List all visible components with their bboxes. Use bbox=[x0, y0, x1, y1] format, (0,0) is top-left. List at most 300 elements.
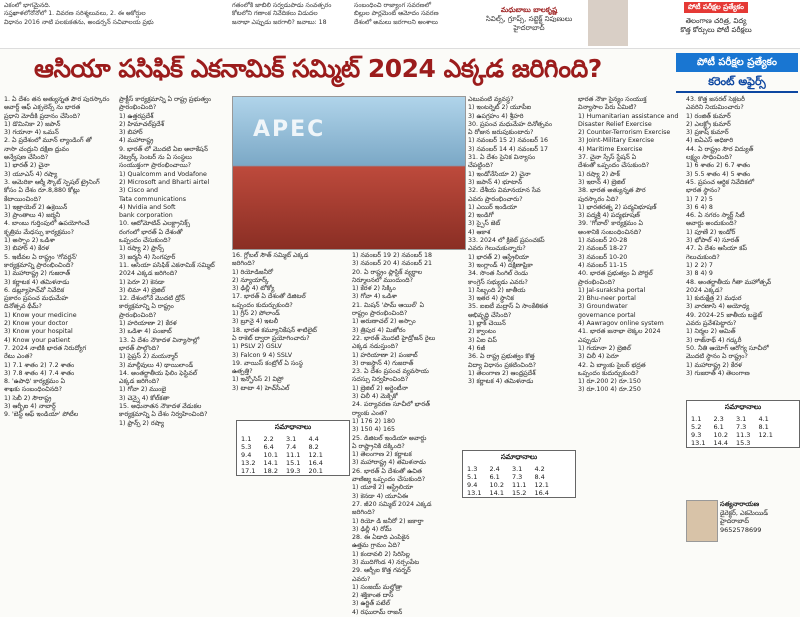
ad-line: తెలంగాణ చరిత్ర, విద్య bbox=[685, 17, 747, 25]
question-line: కార్యక్రమాన్ని ఏ దేశం నిర్వహించింది? bbox=[119, 411, 208, 419]
question-line: 3) ఉర్జిత్ పటేల్ bbox=[352, 600, 390, 608]
top-col-2 bbox=[232, 2, 350, 27]
question-line: ఉత్పత్తి? bbox=[232, 368, 253, 376]
question-line: ఏ రోజున జరుపుకుంటారు? bbox=[468, 129, 534, 137]
author-card bbox=[470, 0, 588, 46]
answer-cell: 10.1 bbox=[263, 451, 278, 459]
question-line: 3) యూఎస్ 4) రష్యా bbox=[4, 170, 58, 178]
answers-row bbox=[463, 489, 553, 497]
answer-cell: 4.2 bbox=[534, 465, 545, 473]
question-line: దేశంతో ఒప్పందం చేసుకుంది? bbox=[578, 162, 650, 170]
question-line: అన్వేషణ చేసింది? bbox=[4, 154, 49, 162]
question-line: 36. ఏ రాష్ట్ర ప్రభుత్వం కొత్త bbox=[468, 353, 535, 361]
question-line: కేటాయించింది? bbox=[4, 195, 42, 203]
answers-title: సమాధానాలు bbox=[274, 423, 312, 431]
answer-cell: 13.1 bbox=[467, 489, 482, 497]
question-line: వాణిజ్య ఒప్పందం చేసుకుంది? bbox=[352, 476, 426, 484]
top-col-1 bbox=[4, 2, 214, 27]
question-line: 4) Maritime Exercise bbox=[578, 145, 643, 153]
question-line: 50. నీతి ఆయోగ్ ఆరోగ్య సూచీలో bbox=[686, 344, 769, 352]
headline: ఆసియా పసిఫిక్ ఎకనామిక్ సమ్మిట్ 2024 ఎక్కడ జరిగింది? bbox=[34, 54, 602, 83]
question-line: 4) Nvidia and Soft bbox=[119, 203, 176, 211]
answers-table bbox=[687, 415, 777, 447]
question-line: 28. ఈ ఏడాది ఎంపికైన bbox=[352, 534, 410, 542]
answers-row bbox=[237, 467, 327, 475]
question-line: 1) ఇన్ఫోసిస్ 2) విప్రో bbox=[232, 376, 284, 384]
answer-cell: 1.1 bbox=[691, 415, 702, 423]
contributor-photo bbox=[686, 500, 718, 542]
question-line: 1) హరియాణా 2) కేరళ bbox=[119, 320, 177, 328]
question-line: 7. 2024 నాటికి భారత నిరుద్యోగ bbox=[4, 344, 87, 352]
question-line: 2024 ఎక్కడ? bbox=[686, 286, 723, 294]
question-line: 1) రష్యా 2) ఫ్రాన్స్ bbox=[119, 245, 164, 253]
question-line: 19. వాయిస్ కంట్రోల్ ఏ సంస్థ bbox=[232, 359, 303, 367]
question-line: 1) తెలంగాణ 2) కర్ణాటక bbox=[352, 451, 412, 459]
answer-cell: 16.4 bbox=[534, 489, 549, 497]
author-title: సివిల్స్, గ్రూప్స్, సబ్జెక్ట్ నిపుణులు bbox=[485, 15, 573, 23]
contributor-place: హైదరాబాద్ bbox=[720, 517, 749, 525]
question-line: 43. కొత్త జనరల్ సెక్రటరీ bbox=[686, 96, 745, 103]
question-line: 3) ముదిగొండ 4) నర్సంపేట bbox=[352, 558, 420, 566]
question-line: 3) Know your hospital bbox=[4, 328, 73, 336]
question-line: 3) కెనడా 4) యూఏఈ bbox=[352, 492, 409, 500]
question-line: ఒప్పందం కుదుర్చుకుంది? bbox=[232, 301, 293, 309]
question-line: భారత నౌకా సైన్యం సంయుక్త bbox=[578, 96, 647, 103]
top-col3-line: బిల్లుల పార్లమెంట్ ఆమోదం సవరణ bbox=[354, 10, 439, 18]
question-line: కోసం ఏ దేశం రూ.8,880 కోట్లు bbox=[4, 187, 80, 195]
question-column-3 bbox=[232, 252, 348, 417]
question-line: భారత స్థానం? bbox=[686, 187, 721, 195]
answer-cell: 6.1 bbox=[489, 473, 500, 481]
answers-row bbox=[237, 459, 327, 467]
question-line: కార్యక్రమాన్ని ప్రారంభించింది? bbox=[4, 261, 74, 269]
photo-banner-text: APEC bbox=[253, 117, 326, 142]
question-line: ఒప్పందం చేసుకుంది? bbox=[119, 237, 171, 245]
question-line: 3) రాజ్‌నాథ్ 4) గడ్కరీ bbox=[686, 336, 742, 344]
question-line: శాఖకు సంబంధించినది? bbox=[4, 386, 62, 394]
question-line: 1) హరియాణా 2) పంజాబ్ bbox=[352, 351, 418, 359]
question-line: 1) ఇజ్రాయెల్ 2) ఉక్రెయిన్ bbox=[4, 203, 68, 211]
author-name: మధుబాబు బాలకృష్ణ bbox=[500, 6, 558, 14]
question-line: 47. ఏ దేశం ఆసియా కప్ bbox=[686, 245, 747, 253]
answer-cell: 6.4 bbox=[263, 443, 274, 451]
question-line: 1) కందావలి 2) సిరిసిల్ల bbox=[352, 550, 410, 558]
answer-cell: 2.3 bbox=[713, 415, 724, 423]
question-line: మొదటి స్థానం ఏ రాష్ట్రం? bbox=[686, 353, 748, 361]
question-line: విద్యా విధానం ప్రకటించింది? bbox=[468, 361, 536, 369]
question-line: 1) 176 2) 180 bbox=[352, 417, 395, 425]
question-line: 3) ఉపగ్రహం 4) శ్రీహరి bbox=[468, 112, 524, 120]
question-line: 3) బిహార్ 4) కేరళ bbox=[4, 245, 50, 253]
answer-cell: 8.1 bbox=[758, 423, 769, 431]
question-line: 1) పెరూ 2) కెనడా bbox=[119, 278, 165, 286]
question-line: 4) Aawragov online system bbox=[578, 320, 664, 328]
answers-box-right bbox=[686, 400, 800, 448]
question-line: Tata communications bbox=[119, 195, 186, 203]
answers-row bbox=[687, 415, 777, 423]
answer-cell: 17.1 bbox=[241, 467, 256, 475]
question-line: 3) ప్రాంతాలు 4) జర్మనీ bbox=[4, 212, 61, 220]
question-line: ఉత్తమ గ్రామం ఏది? bbox=[352, 542, 401, 550]
question-line: 2024 ఎక్కడ జరిగింది? bbox=[119, 270, 178, 278]
question-line: ఒప్పందం కుదుర్చుకుంది? bbox=[578, 369, 639, 377]
answer-cell: 13.2 bbox=[241, 459, 256, 467]
question-line: ప్రారంభించింది? bbox=[578, 278, 616, 286]
question-line: 42. ఏ బ్యాంకు సైబర్ భద్రత bbox=[578, 361, 646, 369]
answers-row bbox=[463, 473, 553, 481]
answer-cell: 13.1 bbox=[691, 439, 706, 447]
question-line: 4) ఆకాశ bbox=[468, 228, 491, 236]
badge-bottom: కరెంట్ అఫైర్స్ bbox=[676, 72, 798, 93]
question-line: governance portal bbox=[578, 311, 636, 319]
badge-top: పోటీ పరీక్షల ప్రత్యేకం bbox=[676, 53, 798, 72]
top-strip bbox=[0, 0, 800, 49]
answers-row bbox=[687, 423, 777, 431]
contributor-name: సత్యనారాయణ bbox=[720, 500, 760, 508]
question-line: 4) రఘురామ్ రాజన్ bbox=[352, 608, 403, 616]
question-line: bank corporation bbox=[119, 212, 173, 220]
question-line: 3) నవంబర్ 10-20 bbox=[578, 253, 628, 261]
question-line: 3) ఇంగ్లాండ్ 4) దక్షిణాఫ్రికా bbox=[468, 261, 533, 269]
question-line: 1) రంజిత్ కుమార్ bbox=[686, 112, 731, 120]
question-line: పురస్కారం ఏది? bbox=[578, 195, 619, 203]
question-line: 31. ఏ దేశం సైనిక విన్యాసం bbox=[468, 154, 536, 162]
question-line: అవార్డు అందుకుంది? bbox=[686, 220, 737, 228]
question-line: Disaster Relief Exercise bbox=[578, 120, 652, 128]
question-line: 2) Bhu-neer portal bbox=[578, 295, 636, 303]
answer-cell: 18.2 bbox=[263, 467, 278, 475]
question-line: 1) డొమినికా 2) జపాన్ bbox=[4, 120, 61, 128]
answer-cell: 7.4 bbox=[285, 443, 297, 451]
question-line: 23. ఏ దేశం ప్రపంచ వ్యవసాయ bbox=[352, 368, 429, 376]
question-line: 37. చైనా స్పేస్ స్టేషన్ ఏ bbox=[578, 154, 637, 162]
top-col1-line: విధానం 2016 నాటి పలకుకతను, అండర్సన్ సచివాలయ ప్రభు bbox=[4, 18, 154, 26]
question-line: సంయుక్తంగా ప్రారంభించాయి? bbox=[119, 162, 192, 170]
question-line: 3) జపాన్ 4) భూటాన్ bbox=[468, 178, 523, 186]
answers-table bbox=[237, 435, 327, 475]
question-line: అంశానికి సంబంధించినది? bbox=[578, 228, 642, 236]
answer-cell: 1.1 bbox=[241, 435, 252, 443]
question-line: 3) చెన్నై 4) కోల్‌కతా bbox=[119, 394, 170, 402]
question-line: 3. అమెరికా ఆర్మీ స్కౌట్ స్పెషల్ ట్రైనింగ్ bbox=[4, 178, 100, 186]
question-line: 1) Know your medicine bbox=[4, 311, 77, 319]
question-line: 1) కేరళ 2) సిక్కిం bbox=[352, 285, 396, 293]
question-line: ఎవరు ప్రవేశపెట్టారు? bbox=[686, 320, 737, 328]
question-column-6 bbox=[578, 96, 682, 542]
question-line: కాంగ్రెస్ సభ్యుడు ఎవరు? bbox=[468, 278, 528, 286]
question-line: 18. భారత కమ్యూనికేషన్ శాటిలైట్ bbox=[232, 326, 317, 334]
question-column-2 bbox=[119, 96, 229, 501]
question-line: 33. 2024 లో క్రికెట్ ప్రపంచకప్ bbox=[468, 237, 545, 245]
top-col-3 bbox=[354, 2, 466, 27]
question-line: 3) 7.8 శాతం 4) 7.4 శాతం bbox=[4, 369, 75, 377]
question-line: 3) బిహార్ bbox=[119, 129, 143, 137]
question-line: 1) మహారాష్ట్ర 2) గుజరాత్ bbox=[4, 270, 71, 278]
question-line: ఎక్కడ జరిగింది? bbox=[119, 378, 160, 386]
question-line: 1) ఇంటర్నెట్ 2) యూపీఐ bbox=[468, 104, 532, 112]
question-line: 1) ఇండోనేసియా 2) చైనా bbox=[468, 170, 531, 178]
question-line: 3) ఇరాన్ 4) బ్రెజిల్ bbox=[578, 178, 626, 186]
answer-cell: 6.1 bbox=[713, 423, 724, 431]
question-line: 1) ఫ్రాన్స్ 2) రష్యా bbox=[119, 419, 164, 427]
question-line: 1) Humanitarian assistance and bbox=[578, 112, 679, 120]
question-line: ఎవరు ప్రారంభించారు? bbox=[468, 195, 523, 203]
question-line: ఎవరిని నియమించారు? bbox=[686, 104, 744, 112]
question-line: 9. 'బెస్ట్ ఆఫ్ ఇండియా' పోటీల bbox=[4, 411, 79, 419]
answer-cell: 11.1 bbox=[285, 451, 301, 459]
question-line: నాసా చంద్రుని దక్షిణ ధ్రువం bbox=[4, 145, 70, 153]
answer-cell: 3.1 bbox=[511, 465, 523, 473]
question-line: 2. ఏ ప్రదేశంలో మూన్ ల్యాండింగ్ తో bbox=[4, 137, 92, 145]
question-line: రేటు ఎంత? bbox=[4, 353, 33, 361]
answer-cell: 10.2 bbox=[713, 431, 728, 439]
answer-cell bbox=[754, 439, 776, 447]
question-line: 2) Counter-Terrorism Exercise bbox=[578, 129, 671, 137]
answer-cell: 8.4 bbox=[534, 473, 545, 481]
question-line: 3) నవంబర్ 14 4) నవంబర్ 17 bbox=[468, 145, 549, 153]
question-line: 3) గుజరాత్ 4) తెలంగాణ bbox=[686, 369, 750, 377]
question-line: 45. ప్రపంచ ఆర్థిక నివేదికలో bbox=[686, 178, 755, 186]
question-line: ఎక్కడ నడుస్తుంది? bbox=[352, 343, 399, 351]
top-col2-line: జనాభా ఎప్పుడు జరగాలి? జవాబు: 18 bbox=[232, 18, 327, 26]
answer-cell: 15.2 bbox=[511, 489, 527, 497]
question-line: రాష్ట్రం ప్రారంభించింది? bbox=[352, 310, 408, 318]
answer-cell: 10.2 bbox=[489, 481, 504, 489]
question-line: 2) Microsoft and Bharti airtel bbox=[119, 178, 210, 186]
question-line: 1) Jal-suraksha portal bbox=[578, 286, 646, 294]
question-line: 3) ఆర్బీఐ 4) నాబార్డ్ bbox=[4, 402, 56, 410]
answer-cell: 8.2 bbox=[308, 443, 319, 451]
question-line: 4) మహారాష్ట్ర bbox=[119, 137, 154, 145]
question-line: 4) ఐఏఎస్ అధికారి bbox=[686, 137, 734, 145]
answers-row bbox=[237, 451, 327, 459]
question-line: 13. ఏ దేశం నౌకాదళ విన్యాసాల్లో bbox=[119, 336, 200, 344]
question-line: 3) చిలీ 4) మెక్సికో bbox=[352, 393, 398, 401]
answer-cell: 20.1 bbox=[308, 467, 323, 475]
question-column-4 bbox=[352, 252, 464, 616]
question-line: 3) గయానా 4) ఒమన్ bbox=[4, 129, 59, 137]
question-line: 29. ఆర్బీఐ కొత్త గవర్నర్ bbox=[352, 567, 411, 575]
question-line: ఎప్పుడు? bbox=[578, 336, 602, 344]
question-line: 3) జర్మనీ 4) సింగపూర్ bbox=[119, 253, 176, 261]
question-line: 3) ఏఐ చిప్ bbox=[468, 336, 497, 344]
question-line: 3) గోవా 4) ఒడిశా bbox=[352, 293, 398, 301]
question-line: 41. భారత జనాభా లెక్కల 2024 bbox=[578, 328, 661, 336]
author-photo bbox=[588, 0, 628, 46]
question-line: 1) రియో డి జనీరో 2) జకార్తా bbox=[352, 517, 424, 525]
question-line: 3) 6 4) 8 bbox=[686, 203, 713, 211]
question-line: 24. పర్యావరణ సూచీలో భారత్ bbox=[352, 401, 431, 409]
question-line: 44. ఏ రాష్ట్రం సౌర విద్యుత్ bbox=[686, 145, 754, 153]
top-col1-line: ఎకంలో భాగమైనది. bbox=[4, 2, 51, 9]
question-line: 3) ఢిల్లీ 4) రోమ్ bbox=[352, 525, 392, 533]
question-column-5 bbox=[468, 96, 574, 456]
answer-cell: 15.3 bbox=[735, 439, 751, 447]
question-line: 1) భారత్ 2) చైనా bbox=[4, 162, 50, 170]
question-line: 3) కర్ణాటక 4) తమిళనాడు bbox=[468, 378, 534, 386]
question-line: 1) Qualcomm and Vodafone bbox=[119, 170, 207, 178]
question-line: 3) మాల్దీవులు 4) థాయిలాండ్ bbox=[119, 361, 194, 369]
question-line: ఎవరు గెలుచుకున్నారు? bbox=[468, 245, 526, 253]
question-line: 8. 'ఉపాధి' కార్యక్రమం ఏ bbox=[4, 378, 66, 386]
question-line: 2) Know your doctor bbox=[4, 320, 68, 328]
question-line: 3) Groundwater bbox=[578, 303, 628, 311]
answer-cell: 15.1 bbox=[285, 459, 301, 467]
question-line: 1. ఏ దేశం తన అత్యున్నత పౌర పురస్కారం bbox=[4, 96, 110, 103]
answer-cell: 9.3 bbox=[691, 431, 702, 439]
answer-cell: 2.2 bbox=[263, 435, 274, 443]
answer-cell: 12.1 bbox=[758, 431, 773, 439]
question-line: 1) నవంబర్ 15 2) నవంబర్ 16 bbox=[468, 137, 549, 145]
question-line: 3) బ్రూనై 4) ఇటలీ bbox=[232, 318, 279, 326]
question-line: 3) 8 4) 9 bbox=[686, 270, 713, 278]
question-line: ర్యాంకు ఎంత? bbox=[352, 409, 388, 417]
answer-cell: 3.1 bbox=[735, 415, 747, 423]
question-line: 1) రూ.200 2) రూ.150 bbox=[578, 378, 641, 386]
question-line: 10. ఆటోమోటివ్ ఎలక్ట్రానిక్స్ bbox=[119, 220, 191, 228]
answer-cell: 1.3 bbox=[467, 465, 478, 473]
contributor-title: డైరెక్టర్, ఎకమెయిడ్ bbox=[720, 508, 769, 517]
question-line: సదస్సు నిర్వహించింది? bbox=[352, 376, 409, 384]
top-col2-line: కోటలోని గణాంక నివేదికలు విడుదల bbox=[232, 10, 318, 18]
question-line: ప్రారంభించింది? bbox=[119, 311, 157, 319]
answer-cell: 4.1 bbox=[758, 415, 769, 423]
question-line: 3) Cisco and bbox=[119, 187, 159, 195]
question-line: 1) గయానా 2) బ్రెజిల్ bbox=[578, 344, 631, 352]
answer-cell: 11.3 bbox=[735, 431, 751, 439]
question-line: రంగంలో భారత్ ఏ దేశంతో bbox=[119, 228, 183, 236]
answers-box-mid bbox=[462, 450, 576, 498]
question-line: 30. ప్రపంచ మధుమేహ దినోత్సవం bbox=[468, 120, 553, 128]
question-line: అవార్డ్ ఆఫ్ ఎక్సలెన్స్ ను భారత bbox=[4, 104, 81, 112]
question-line: 40. భారత ప్రభుత్వం ఏ పోర్టల్ bbox=[578, 270, 653, 278]
question-line: 11. ఆసియా పసిఫిక్ ఎకనామిక్ సమ్మిట్ bbox=[119, 261, 215, 269]
question-line: 1) నవంబర్ 20-28 bbox=[578, 237, 628, 245]
question-line: 1) నవంబర్ 19 2) నవంబర్ 18 bbox=[352, 252, 433, 259]
question-line: 9. భారత్ లో మొదటి ఏఐ అలాకేషన్ bbox=[119, 145, 208, 153]
answer-cell: 19.3 bbox=[285, 467, 301, 475]
question-line: 1) ఉత్తరప్రదేశ్ bbox=[119, 112, 154, 120]
question-line: 3) ఇతర 4) స్థానిక bbox=[468, 295, 514, 303]
question-line: 1) అరుణాచల్ 2) అస్సాం bbox=[352, 318, 416, 326]
question-line: 2) నవంబర్ 18-27 bbox=[578, 245, 628, 253]
section-badge bbox=[676, 53, 798, 93]
question-line: ప్రారంభించింది? bbox=[119, 104, 157, 112]
question-line: 26. భారత్ ఏ దేశంతో ఉచిత bbox=[352, 467, 422, 475]
question-line: 3) టాటా 4) హెచ్‌సీఎల్ bbox=[232, 384, 290, 392]
question-line: 3) నవంబర్ 20 4) నవంబర్ 21 bbox=[352, 260, 433, 268]
question-line: 14. అంతర్జాతీయ ఫిలిం ఫెస్టివల్ bbox=[119, 369, 198, 377]
question-line: 1) సెబీ 2) సౌరాష్ట్ర bbox=[4, 394, 52, 402]
question-line: 39. 'గోవాల్' కార్యక్రమం ఏ bbox=[578, 220, 644, 228]
question-line: 1) బ్రెజిల్ 2) అర్జెంటీనా bbox=[352, 384, 409, 392]
question-line: 1) సైప్రస్ 2) మయన్మార్ bbox=[119, 353, 178, 361]
top-col2-line: గతంలోకి జాబిలి సర్వడుపాడు సంవత్సరం bbox=[232, 2, 332, 9]
question-line: 35. ఐఐటీ మద్రాస్ ఏ సాంకేతికత bbox=[468, 303, 548, 311]
question-line: 3) 150 4) 165 bbox=[352, 426, 395, 434]
author-place: హైదరాబాద్ bbox=[513, 24, 545, 32]
question-line: కార్యక్రమాన్ని ఏ రాష్ట్రం bbox=[119, 303, 174, 311]
question-line: 1) సిబ్బంది 2) జాతీయ bbox=[468, 286, 526, 294]
question-line: 1) కురుక్షేత్ర 2) మధుర bbox=[686, 295, 742, 303]
question-line: 3) రూ.100 4) రూ.250 bbox=[578, 386, 641, 394]
question-line: 3) వారణాసి 4) అయోధ్య bbox=[686, 303, 750, 311]
question-line: 15. అధునాతన నౌకాదళ వేడుకల bbox=[119, 402, 202, 410]
answer-cell: 11.1 bbox=[511, 481, 527, 489]
question-line: 38. భారత అత్యున్నత పౌర bbox=[578, 187, 646, 195]
question-line: నెట్వర్క్ సెంటర్ ను ఏ సంస్థలు bbox=[119, 154, 192, 162]
question-line: 2) శక్తికాంత దాస్ bbox=[352, 592, 394, 600]
question-line: 3) రాజస్థాన్ 4) గుజరాత్ bbox=[352, 359, 414, 367]
ad-line: కొత్త కోర్సులు పోటీ పరీక్షలు bbox=[680, 26, 752, 34]
question-line: 17. భారత్ ఏ దేశంతో డిజిటల్ bbox=[232, 293, 306, 301]
answer-cell: 5.1 bbox=[467, 473, 478, 481]
question-line: 4) నవంబర్ 11-15 bbox=[578, 261, 628, 269]
answer-cell: 2.4 bbox=[489, 465, 500, 473]
question-line: 1) పూణే 2) ఇండోర్ bbox=[686, 228, 736, 236]
question-line: 1) సంజయ్ మల్హోత్రా bbox=[352, 583, 403, 591]
question-line: ఎవరు? bbox=[352, 575, 371, 583]
question-line: 4) 6జీ bbox=[468, 344, 486, 352]
question-line: 1) యూకే 2) ఆస్ట్రేలియా bbox=[352, 484, 414, 492]
question-line: 1) 6 శాతం 2) 6.7 శాతం bbox=[686, 162, 751, 170]
question-line: జరిగింది? bbox=[232, 260, 255, 268]
answer-cell: 5.2 bbox=[691, 423, 702, 431]
question-line: 1) తెలంగాణ 2) ఆంధ్రప్రదేశ్ bbox=[468, 369, 536, 377]
answers-row bbox=[237, 435, 327, 443]
question-line: 2) ఎలక్ట్రో కుమార్ bbox=[686, 120, 731, 128]
question-line: 1) భారత్ 2) ఆస్ట్రేలియా bbox=[468, 253, 530, 261]
top-col3-line: సంబంధించి రాజ్యాంగ సవరణలో bbox=[354, 2, 432, 9]
answer-cell: 7.3 bbox=[511, 473, 523, 481]
question-line: 2) హిమాచల్‌ప్రదేశ్ bbox=[119, 120, 165, 128]
contributor-phone: 9652578699 bbox=[720, 525, 762, 534]
answers-row bbox=[463, 465, 553, 473]
question-line: 25. డిజిటల్ ఇండియా అవార్డు bbox=[352, 434, 427, 442]
question-line: ప్రకారం ప్రపంచ మధుమేహ bbox=[4, 295, 69, 303]
answers-row bbox=[463, 481, 553, 489]
ad-box bbox=[632, 0, 800, 46]
question-line: 3) పద్మశ్రీ 4) పద్మభూషణ్ bbox=[578, 212, 640, 220]
answer-cell: 14.1 bbox=[489, 489, 504, 497]
question-line: 34. సొంత సింగిల్ రెండు bbox=[468, 270, 528, 278]
summit-photo bbox=[232, 96, 466, 250]
question-line: దినోత్సవ థీమ్? bbox=[4, 303, 42, 311]
answer-cell: 12.1 bbox=[308, 451, 323, 459]
question-line: 1) బ్లాక్ చెయిన్ bbox=[468, 320, 506, 328]
question-line: 3) 5.5 శాతం 4) 5 శాతం bbox=[686, 170, 751, 178]
question-line: 3) ఒడిశా 4) పంజాబ్ bbox=[119, 328, 172, 336]
answer-cell: 9.4 bbox=[467, 481, 478, 489]
question-line: 3) స్పైస్ జెట్ bbox=[468, 220, 501, 228]
question-line: 32. దేశీయ విమానయాన సేవ bbox=[468, 187, 541, 195]
question-column-7 bbox=[686, 96, 798, 396]
question-line: 1) నిర్మల 2) అమిత్ bbox=[686, 328, 736, 336]
question-line: 4. బాంబు గుర్తింపులో ఉపయోగించే bbox=[4, 220, 90, 228]
question-line: 1) మహారాష్ట్ర 2) కేరళ bbox=[686, 361, 742, 369]
answer-cell: 3.1 bbox=[285, 435, 297, 443]
ad-title: పోటీ పరీక్షల ప్రత్యేకం bbox=[684, 2, 748, 13]
question-line: లక్ష్యం సాధించింది? bbox=[686, 154, 733, 162]
question-line: గెలుచుకుంది? bbox=[686, 253, 720, 261]
question-line: 1) భారతరత్న 2) పద్మవిభూషణ్ bbox=[578, 203, 657, 211]
answer-cell: 9.4 bbox=[241, 451, 252, 459]
question-line: 1) రష్యా 2) పాక్ bbox=[578, 170, 620, 178]
question-line: 1) PSLV 2) GSLV bbox=[232, 343, 282, 351]
question-line: 6. డబ్ల్యూహెచ్‌వో నివేదిక bbox=[4, 286, 65, 294]
answers-title: సమాధానాలు bbox=[724, 403, 762, 411]
top-col1-line: సప్తఖాళలోనోనోలో 1. వివరణ సరిశ్మలువలు, 2. ఈ అకోర్షుల bbox=[4, 10, 146, 18]
